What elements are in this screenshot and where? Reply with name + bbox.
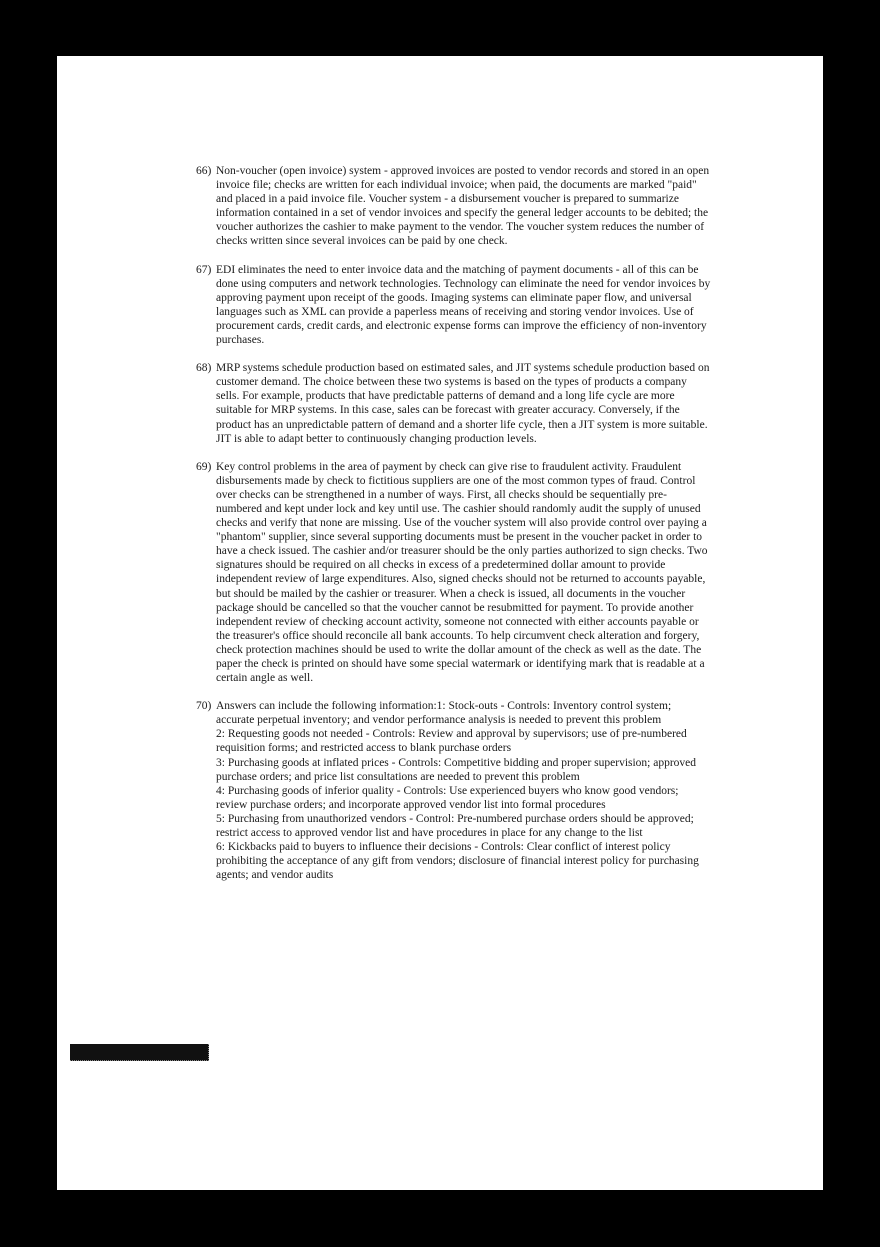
answer-paragraph: 2: Requesting goods not needed - Controls: Review and approval by supervisors; use of pre-numbered requisition forms; and restricted access to blank purchase orders — [216, 728, 687, 755]
answer-body — [216, 263, 712, 348]
answer-item-68 — [196, 361, 712, 446]
answer-number: 70) — [196, 700, 212, 713]
answer-paragraph: MRP systems schedule production based on estimated sales, and JIT systems schedule production based on customer demand. The choice between these two systems is based on the types of products a company sells. For example, products that have predictable patterns of demand and a long life cycle are more suitable for MRP systems. In this case, sales can be forecast with greater accuracy. Conversely, if the product has an unpredictable pattern of demand and a shorter life cycle, then a JIT system is more suitable. JIT is able to adapt better to continuously changing production levels. — [216, 362, 710, 445]
answer-item-66 — [196, 164, 712, 249]
answer-paragraph: Non-voucher (open invoice) system - approved invoices are posted to vendor records and stored in an open invoice file; checks are written for each individual invoice; when paid, the documents are marked "paid" and placed in a paid invoice file. Voucher system - a disbursement voucher is prepared to summarize information contained in a set of vendor invoices and specify the general ledger accounts to be debited; the voucher authorizes the cashier to make payment to the vendor. The voucher system reduces the number of checks written since several invoices can be paid by one check. — [216, 165, 710, 248]
answer-body — [216, 164, 712, 249]
answer-paragraph: 3: Purchasing goods at inflated prices - Controls: Competitive bidding and proper supervision; approved purchase orders; and price list consultations are needed to prevent this problem — [216, 756, 697, 783]
answer-number: 66) — [196, 165, 212, 177]
document-page — [57, 56, 823, 1190]
redaction-box — [70, 1044, 209, 1061]
answer-item-69 — [196, 460, 712, 686]
answer-body — [216, 460, 712, 686]
answer-item-70 — [196, 699, 712, 882]
answer-paragraph: 4: Purchasing goods of inferior quality - Controls: Use experienced buyers who know good vendors; review purchase orders; and incorporate approved vendor list into formal procedures — [216, 784, 679, 811]
answer-paragraph: EDI eliminates the need to enter invoice data and the matching of payment documents - all of this can be done using computers and network technologies. Technology can eliminate the need for vendor invoices by approving payment upon receipt of the goods. Imaging systems can eliminate paper flow, and universal languages such as XML can provide a paperless means of receiving and storing vendor invoices. Use of procurement cards, credit cards, and electronic expense forms can improve the efficiency of non-inventory purchases. — [216, 263, 711, 347]
answer-number: 68) — [196, 362, 212, 375]
answer-paragraph: 5: Purchasing from unauthorized vendors - Control: Pre-numbered purchase orders should be approved; restrict access to approved vendor list and have procedures in place for any change to the list — [216, 812, 694, 840]
answer-number: 67) — [196, 263, 212, 276]
answer-number: 69) — [196, 460, 212, 473]
answer-item-67 — [196, 263, 712, 348]
answer-paragraph: 6: Kickbacks paid to buyers to influence their decisions - Controls: Clear conflict of interest policy prohibiting the acceptance of any gift from vendors; disclosure of financial interest policy for purchasing agents; and vendor audits — [216, 841, 699, 882]
answer-body — [216, 699, 712, 882]
answers-list — [196, 164, 712, 896]
answer-paragraph: Key control problems in the area of payment by check can give rise to fraudulent activity. Fraudulent disbursements made by check to fictitious suppliers are one of the most common types of fraud. Control over checks can be strengthened in a number of ways. First, all checks should be sequentially pre-numbered and kept under lock and key until use. The cashier should randomly audit the supply of unused checks and verify that none are missing. Use of the voucher system will also provide control over paying a "phantom" supplier, since several supporting documents must be present in the voucher packet in order to have a check issued. The cashier and/or treasurer should be the only parties authorized to sign checks. Two signatures should be required on all checks in excess of a predetermined dollar amount to provide independent review of large expenditures. Also, signed checks should not be returned to accounts payable, but should be mailed by the cashier or treasurer. When a check is issued, all documents in the voucher package should be cancelled so that the voucher cannot be resubmitted for payment. To provide another independent review of checking account activity, someone not connected with either accounts payable or the treasurer's office should reconcile all bank accounts. To help circumvent check alteration and forgery, check protection machines should be used to write the dollar amount of the check as well as the date. The paper the check is printed on should have some special watermark or identifying mark that is readable at a certain angle as well. — [216, 460, 708, 685]
answer-body — [216, 361, 712, 446]
answer-paragraph: Answers can include the following information:1: Stock-outs - Controls: Inventory control system; accurate perpetual inventory; and vendor performance analysis is needed to prevent this problem — [216, 700, 672, 727]
